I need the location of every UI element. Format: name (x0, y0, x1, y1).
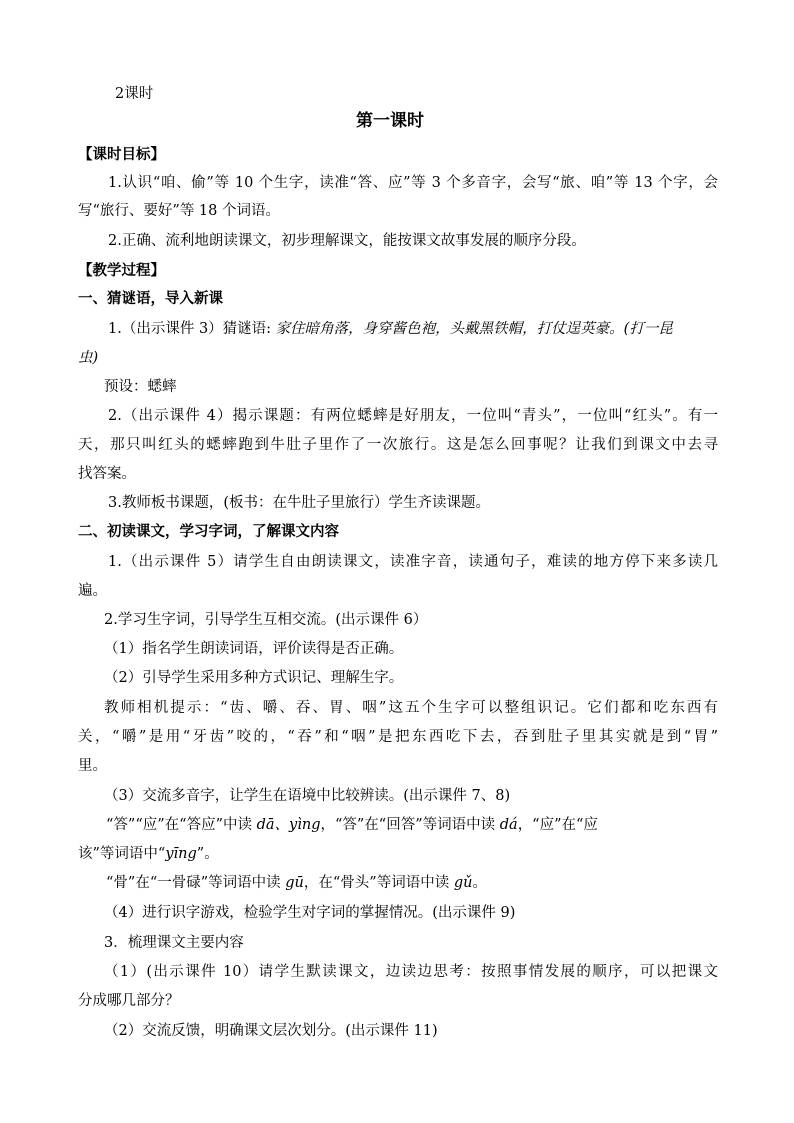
teacher-tip-line-1: 教师相机提示：“齿、嚼、吞、胃、咽”这五个生字可以整组识记。它们都和吃东西有 (104, 700, 718, 716)
pinyin-ying: yīng (165, 846, 197, 862)
section-1-heading: 一、猜谜语，导入新课 (78, 291, 223, 307)
section-2-p3-2: （2）交流反馈，明确课文层次划分。(出示课件 11) (104, 1023, 438, 1039)
polyphone-line-2-b: ”。 (196, 846, 219, 862)
page-title: 第一课时 (356, 111, 424, 131)
teacher-tip-line-2: 关，“嚼”是用“牙齿”咬的，“吞”和“咽”是把东西吃下去，吞到肚子里其实就是到“胃” (78, 729, 718, 745)
class-hours-label: 2课时 (115, 86, 154, 102)
section-2-p2-4: （4）进行识字游戏，检验学生对字词的掌握情况。(出示课件 9) (104, 905, 516, 921)
section-1-p2-line-3: 找答案。 (78, 466, 136, 482)
section-1-p2-line-1: 2.（出示课件 4）揭示课题：有两位蟋蟀是好朋友，一位叫“青头”，一位叫“红头”。有一 (108, 408, 718, 424)
section-1-p1-prefix: 1.（出示课件 3）猜谜语: (108, 321, 272, 337)
polyphone-line-1-c: ，“应”在“应 (517, 817, 598, 833)
process-heading: 【教学过程】 (78, 263, 165, 279)
objective-1-line-1: 1.认识“咱、偷”等 10 个生字，读准“答、应”等 3 个多音字，会写“旅、咱”等 13 个字，会 (108, 175, 718, 191)
pinyin-da: dá (499, 817, 518, 833)
pinyin-da-ying: dā、yìng (256, 817, 321, 833)
gu-line-c: 。 (472, 875, 487, 891)
section-2-p1-line-2: 遍。 (78, 583, 107, 599)
polyphone-line-2 (78, 845, 219, 863)
section-2-heading: 二、初读课文，学习字词，了解课文内容 (78, 524, 339, 540)
objective-1-line-2: 写“旅行、要好”等 18 个词语。 (78, 203, 280, 219)
section-1-p3: 3.教师板书课题，(板书：在牛肚子里旅行）学生齐读课题。 (108, 495, 490, 511)
objective-2: 2.正确、流利地朗读课文，初步理解课文，能按课文故事发展的顺序分段。 (108, 233, 586, 249)
polyphone-line-1-a: “答”“应”在“答应”中读 (106, 817, 252, 833)
riddle-end: 虫) (78, 350, 99, 366)
gu-line-b: ，在“骨头”等词语中读 (303, 875, 450, 891)
section-1-p2-line-2: 天，那只叫红头的蟋蟀跑到牛肚子里作了一次旅行。这是怎么回事呢？让我们到课文中去寻 (78, 437, 718, 453)
section-2-p2-2: （2）引导学生采用多种方式识记、理解生字。 (104, 670, 404, 686)
teacher-tip-line-3: 里。 (78, 758, 107, 774)
preset-answer: 预设：蟋蟀 (104, 379, 177, 395)
section-2-p2-3: （3）交流多音字，让学生在语境中比较辨读。(出示课件 7、8) (104, 788, 511, 804)
polyphone-line-1-b: ，“答”在“回答”等词语中读 (320, 817, 496, 833)
section-1-p1 (108, 320, 673, 338)
section-2-p3-1-line-1: （1）(出示课件 10）请学生默读课文，边读边思考：按照事情发展的顺序，可以把课文 (104, 964, 718, 980)
section-2-p1-line-1: 1.（出示课件 5）请学生自由朗读课文，读准字音，读通句子，难读的地方停下来多读几 (108, 554, 718, 570)
polyphone-line-2-a: 该”等词语中“ (78, 846, 166, 862)
gu-line-a: “骨”在“一骨碌”等词语中读 (106, 875, 281, 891)
polyphone-line-1 (106, 816, 598, 834)
section-2-p2: 2.学习生字词，引导学生互相交流。(出示课件 6） (104, 612, 428, 628)
section-2-p3-1-line-2: 分成哪几部分？ (78, 993, 180, 1009)
gu-polyphone-line (106, 874, 487, 892)
section-2-p3: 3．梳理课文主要内容 (104, 935, 244, 951)
objectives-heading: 【课时目标】 (78, 147, 165, 163)
pinyin-gu-3: gǔ (453, 875, 473, 891)
section-2-p2-1: （1）指名学生朗读词语，评价读得是否正确。 (104, 641, 404, 657)
riddle-text: 家住暗角落，身穿酱色袍，头戴黑铁帽，打仗逞英豪。(打一昆 (275, 321, 673, 337)
pinyin-gu-1: gū (285, 875, 304, 891)
